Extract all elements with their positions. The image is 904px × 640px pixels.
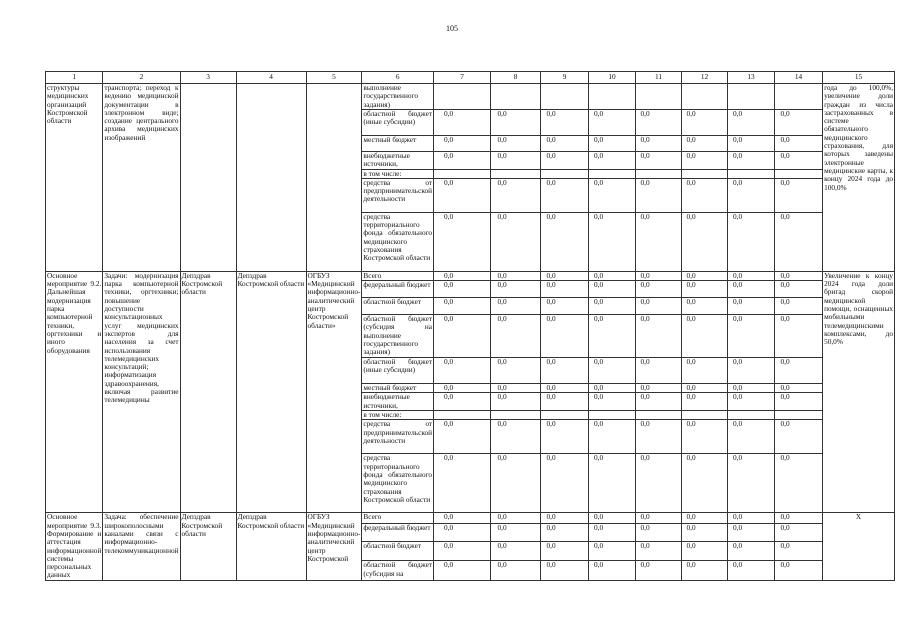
value-cell: 0,0 [589,384,636,393]
funding-source: Всего [362,271,434,280]
value-cell: 0,0 [775,358,823,384]
value-cell: 0,0 [541,384,589,393]
value-cell: 0,0 [541,315,589,358]
value-cell: 0,0 [682,178,728,212]
value-cell: 0,0 [636,298,682,315]
value-cell: 0,0 [541,178,589,212]
funding-source: в том числе: [362,169,434,178]
funding-source: выполнение государственного задания) [362,84,434,110]
value-cell: 0,0 [589,212,636,271]
value-cell: 0,0 [775,178,823,212]
value-cell: 0,0 [682,358,728,384]
value-cell: 0,0 [775,271,823,280]
activity-task: транспорта; переход к ведению медицинской документации в электронном виде; создание центрального архива медицинских изображений [103,84,180,272]
value-cell: 0,0 [728,513,775,523]
activity-name: структуры медицинских организаций Костромской области [46,84,103,272]
value-cell: 0,0 [541,561,589,581]
value-cell: 0,0 [775,454,823,513]
value-cell: 0,0 [491,420,541,454]
value-cell: 0,0 [589,271,636,280]
column-number: 12 [682,72,728,84]
funding-source: областной бюджет [362,542,434,561]
funding-source: федеральный бюджет [362,281,434,298]
column-number: 1 [46,72,103,84]
value-cell: 0,0 [434,281,491,298]
value-cell: 0,0 [728,152,775,170]
value-cell: 0,0 [728,281,775,298]
value-cell: 0,0 [636,561,682,581]
column-number: 13 [728,72,775,84]
coexecutor-cell: Депздрав Костромской области [236,513,306,580]
value-cell: 0,0 [589,393,636,411]
value-cell: 0,0 [728,212,775,271]
column-number: 3 [180,72,236,84]
value-cell: 0,0 [434,315,491,358]
value-cell: 0,0 [589,178,636,212]
value-cell: 0,0 [775,561,823,581]
coexecutor-cell [236,84,306,272]
value-cell: 0,0 [589,454,636,513]
value-cell: 0,0 [434,271,491,280]
expected-result: года до 100,0%, увеличение доли граждан из числа застрахованных в системе обязательного медицинского страхования, для которых заведены электронные медицинские карты, к концу 2024 года до 100,0% [823,84,895,272]
value-cell: 0,0 [541,271,589,280]
value-cell: 0,0 [636,271,682,280]
value-cell: 0,0 [775,110,823,136]
value-cell: 0,0 [491,523,541,542]
column-number: 4 [236,72,306,84]
funding-source: областной бюджет [362,298,434,315]
funding-source: средства от предпринимательской деятельности [362,178,434,212]
funding-source: внебюджетные источники, [362,152,434,170]
column-number: 11 [636,72,682,84]
value-cell: 0,0 [434,393,491,411]
funding-source: средства территориального фонда обязательного медицинского страхования Костромской области [362,454,434,513]
column-number-row [46,72,895,84]
value-cell: 0,0 [636,454,682,513]
value-cell: 0,0 [682,315,728,358]
funding-source: областной бюджет (субсидия на [362,561,434,581]
value-cell: 0,0 [434,420,491,454]
value-cell: 0,0 [682,393,728,411]
column-number: 14 [775,72,823,84]
value-cell: 0,0 [434,454,491,513]
column-number: 2 [103,72,180,84]
value-cell: 0,0 [682,513,728,523]
value-cell: 0,0 [541,110,589,136]
value-cell: 0,0 [491,393,541,411]
value-cell: 0,0 [589,542,636,561]
value-cell: 0,0 [491,178,541,212]
funding-source: федеральный бюджет [362,523,434,542]
value-cell: 0,0 [434,523,491,542]
value-cell: 0,0 [541,212,589,271]
value-cell: 0,0 [589,523,636,542]
column-number: 7 [434,72,491,84]
value-cell: 0,0 [728,315,775,358]
executor-cell: Депздрав Костромской области [180,271,236,512]
value-cell: 0,0 [636,212,682,271]
value-cell: 0,0 [775,542,823,561]
participant-cell: ОГБУЗ «Медицинский информационно-аналитический центр Костромской [306,513,362,580]
value-cell: 0,0 [491,281,541,298]
value-cell: 0,0 [491,513,541,523]
value-cell: 0,0 [636,281,682,298]
funding-source: средства от предпринимательской деятельности [362,420,434,454]
table-row [46,513,895,523]
value-cell: 0,0 [541,454,589,513]
value-cell: 0,0 [541,393,589,411]
value-cell: 0,0 [682,523,728,542]
value-cell: 0,0 [636,384,682,393]
value-cell: 0,0 [589,420,636,454]
value-cell: 0,0 [636,523,682,542]
funding-source: Всего [362,513,434,523]
value-cell: 0,0 [589,315,636,358]
value-cell: 0,0 [434,384,491,393]
value-cell: 0,0 [541,358,589,384]
value-cell: 0,0 [541,523,589,542]
value-cell: 0,0 [636,178,682,212]
value-cell: 0,0 [728,420,775,454]
value-cell: 0,0 [728,542,775,561]
column-number: 5 [306,72,362,84]
value-cell: 0,0 [682,454,728,513]
value-cell: 0,0 [434,152,491,170]
value-cell: 0,0 [541,542,589,561]
value-cell: 0,0 [728,393,775,411]
value-cell: 0,0 [541,513,589,523]
value-cell: 0,0 [775,513,823,523]
funding-source: средства территориального фонда обязательного медицинского страхования Костромской области [362,212,434,271]
value-cell: 0,0 [636,393,682,411]
participant-cell: ОГБУЗ «Медицинский информационно-аналитический центр Костромской области» [306,271,362,512]
funding-source: в том числе: [362,411,434,420]
value-cell: 0,0 [541,136,589,152]
value-cell: 0,0 [775,136,823,152]
value-cell: 0,0 [491,561,541,581]
value-cell: 0,0 [589,152,636,170]
activity-task: Задачи: модернизация парка компьютерной техники, оргтехники; повышение доступности консультационных услуг медицинских экспертов для населения за счет использования телемедицинских консультаций; информатизация здравоохранения, включая развитие телемедицины [103,271,180,512]
value-cell: 0,0 [682,542,728,561]
value-cell: 0,0 [775,152,823,170]
activity-name: Основное мероприятие 9.3. Формирование и аттестация информационной системы персональных данных [47,512,102,580]
value-cell: 0,0 [434,178,491,212]
value-cell: 0,0 [491,454,541,513]
value-cell: 0,0 [682,271,728,280]
value-cell: 0,0 [541,281,589,298]
value-cell: 0,0 [682,420,728,454]
table-row [46,271,895,280]
value-cell: 0,0 [636,152,682,170]
funding-source: местный бюджет [362,136,434,152]
value-cell: 0,0 [434,298,491,315]
value-cell: 0,0 [434,561,491,581]
value-cell: 0,0 [682,298,728,315]
value-cell: 0,0 [728,298,775,315]
table-row [46,84,895,110]
executor-cell [180,84,236,272]
value-cell: 0,0 [728,136,775,152]
value-cell: 0,0 [491,212,541,271]
value-cell: 0,0 [491,136,541,152]
value-cell: 0,0 [775,384,823,393]
value-cell: 0,0 [541,420,589,454]
value-cell: 0,0 [491,152,541,170]
value-cell: 0,0 [728,178,775,212]
value-cell: 0,0 [589,281,636,298]
value-cell: 0,0 [728,454,775,513]
value-cell: 0,0 [636,110,682,136]
value-cell: 0,0 [728,110,775,136]
column-number: 10 [589,72,636,84]
value-cell: 0,0 [775,315,823,358]
funding-source: областной бюджет (иные субсидии) [362,358,434,384]
value-cell: 0,0 [434,542,491,561]
value-cell: 0,0 [775,393,823,411]
value-cell: 0,0 [491,315,541,358]
value-cell: 0,0 [775,523,823,542]
value-cell: 0,0 [636,513,682,523]
column-number: 6 [362,72,434,84]
value-cell: 0,0 [589,358,636,384]
value-cell: 0,0 [491,271,541,280]
activity-task: Задача: обеспечение широкополосными каналами связи с информационно-телекоммуникационной [103,513,180,580]
value-cell: 0,0 [589,136,636,152]
value-cell: 0,0 [728,561,775,581]
activity-name: Основное мероприятие 9.2. Дальнейшая модернизация парка компьютерной техники, оргтехники и иного оборудования [46,271,103,512]
value-cell: 0,0 [589,513,636,523]
value-cell: 0,0 [775,298,823,315]
column-number: 8 [491,72,541,84]
value-cell: 0,0 [682,110,728,136]
value-cell: 0,0 [728,523,775,542]
expected-result: Увеличение к концу 2024 года доли бригад скорой медицинской помощи, оснащенных мобильными телемедицинскими комплексами, до 50,0% [823,271,895,512]
value-cell: 0,0 [434,513,491,523]
value-cell: 0,0 [491,384,541,393]
value-cell: 0,0 [636,315,682,358]
expected-result: X [823,513,895,580]
value-cell: 0,0 [682,281,728,298]
value-cell: 0,0 [491,110,541,136]
value-cell: 0,0 [434,212,491,271]
value-cell: 0,0 [636,358,682,384]
funding-source: внебюджетные источники, [362,393,434,411]
value-cell: 0,0 [491,542,541,561]
budget-table [45,71,895,581]
funding-source: областной бюджет (иные субсидии) [362,110,434,136]
value-cell: 0,0 [491,358,541,384]
value-cell: 0,0 [775,420,823,454]
column-number: 9 [541,72,589,84]
value-cell: 0,0 [541,152,589,170]
value-cell: 0,0 [589,110,636,136]
value-cell: 0,0 [682,136,728,152]
value-cell: 0,0 [682,561,728,581]
value-cell: 0,0 [636,542,682,561]
value-cell: 0,0 [491,298,541,315]
value-cell: 0,0 [728,358,775,384]
value-cell: 0,0 [682,212,728,271]
value-cell: 0,0 [589,561,636,581]
value-cell: 0,0 [682,152,728,170]
value-cell: 0,0 [636,136,682,152]
coexecutor-cell: Депздрав Костромской области [236,271,306,512]
value-cell: 0,0 [434,358,491,384]
funding-source: местный бюджет [362,384,434,393]
page-number: 105 [446,24,458,33]
column-number: 15 [823,72,895,84]
participant-cell [306,84,362,272]
value-cell: 0,0 [775,212,823,271]
value-cell: 0,0 [682,384,728,393]
value-cell: 0,0 [636,420,682,454]
value-cell: 0,0 [541,298,589,315]
executor-cell: Депздрав Костромской области [180,513,236,580]
funding-source: областной бюджет (субсидия на выполнение государственного задания) [363,314,433,357]
value-cell: 0,0 [728,271,775,280]
value-cell: 0,0 [589,298,636,315]
value-cell: 0,0 [434,136,491,152]
value-cell: 0,0 [775,281,823,298]
value-cell: 0,0 [434,110,491,136]
value-cell: 0,0 [728,384,775,393]
